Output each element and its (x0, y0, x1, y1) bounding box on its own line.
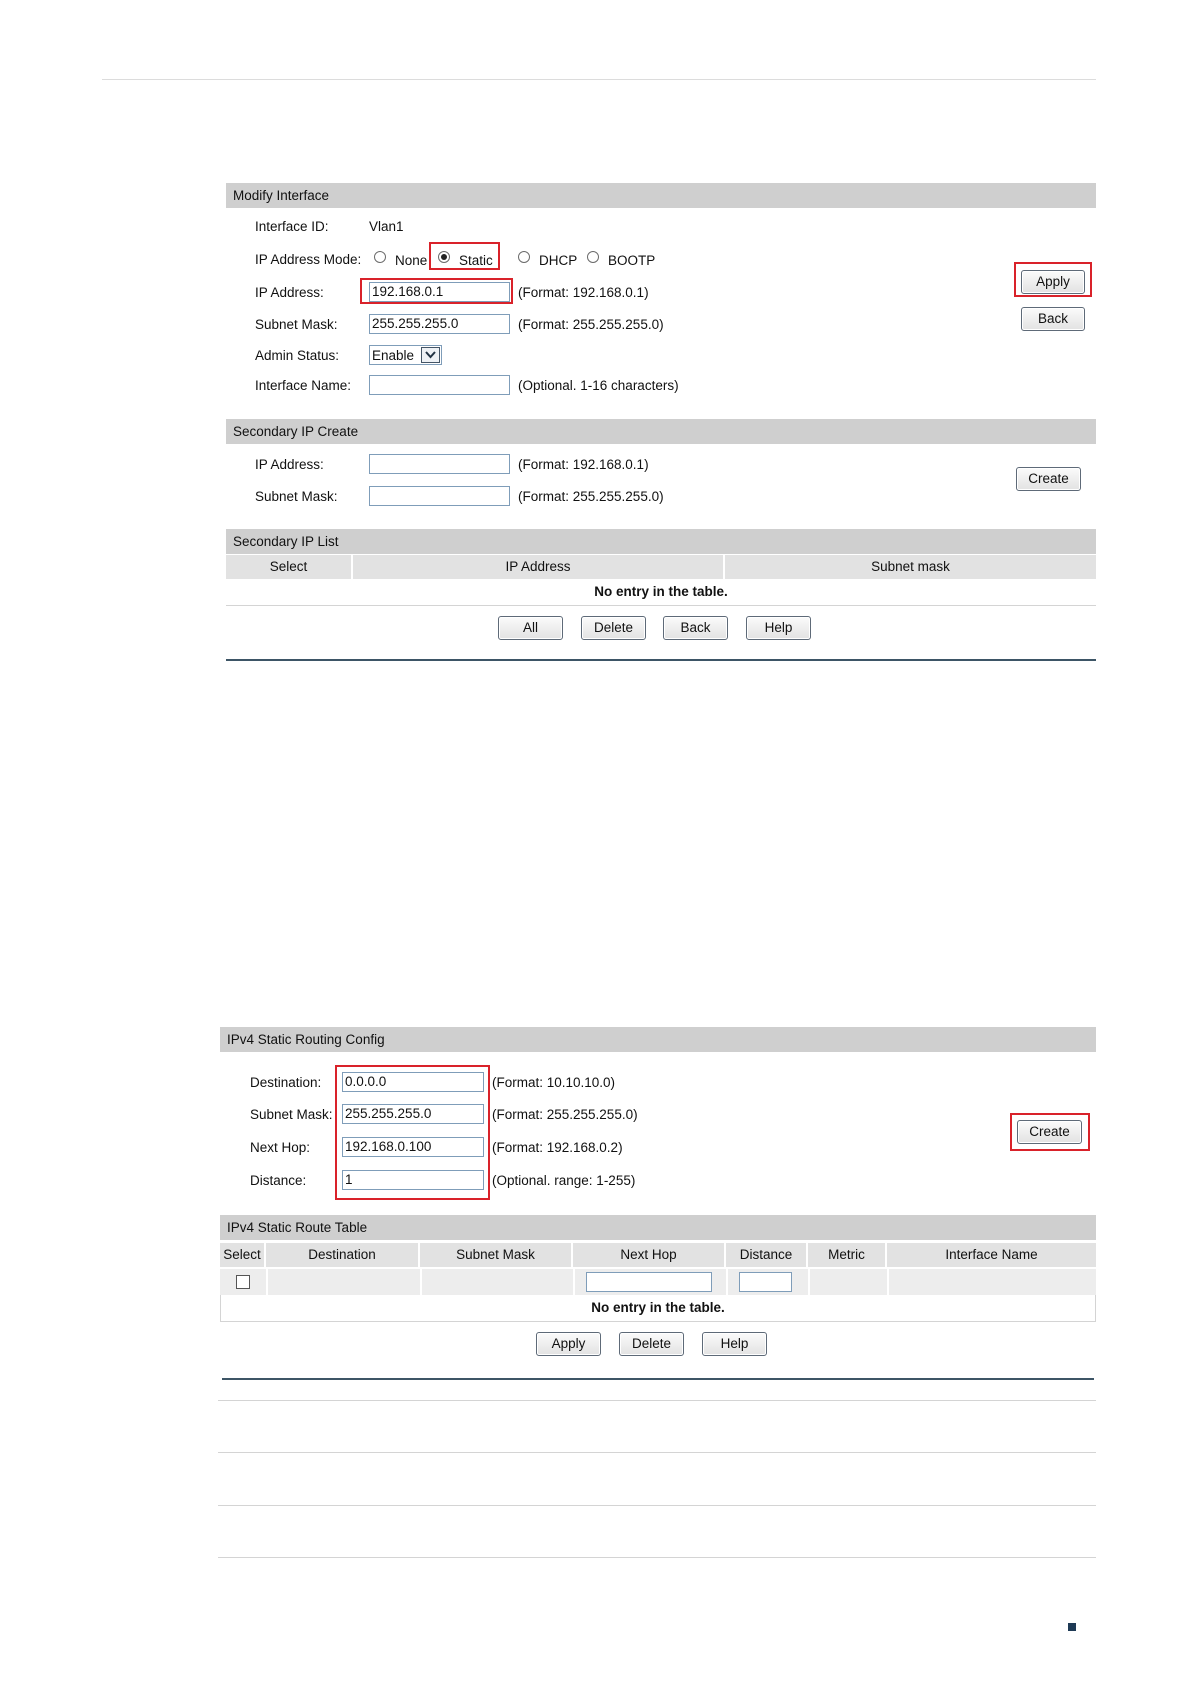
secondary-subnet-mask-label: Subnet Mask: (255, 489, 338, 504)
delete-button[interactable]: Delete (581, 616, 646, 640)
ip-mode-none-label: None (395, 253, 428, 268)
help-button[interactable]: Help (746, 616, 811, 640)
next-hop-hint: (Format: 192.168.0.2) (492, 1140, 623, 1155)
ip-mode-none-radio[interactable] (374, 251, 386, 263)
ip-address-label: IP Address: (255, 285, 324, 300)
route-table-empty: No entry in the table. (591, 1300, 725, 1315)
route-table-left-border (220, 1295, 221, 1321)
ip-address-highlight-box (360, 278, 513, 304)
all-button[interactable]: All (498, 616, 563, 640)
interface-name-hint: (Optional. 1-16 characters) (518, 378, 679, 393)
static-route-table-header: IPv4 Static Route Table (220, 1215, 1096, 1240)
ip-mode-label: IP Address Mode: (255, 252, 362, 267)
filter-row-separator (573, 1269, 575, 1295)
route-subnet-mask-input[interactable]: 255.255.255.0 (342, 1104, 484, 1124)
page-rule (218, 1505, 1096, 1506)
destination-hint: (Format: 10.10.10.0) (492, 1075, 616, 1090)
static-highlight-box (429, 242, 500, 270)
distance-label: Distance: (250, 1173, 307, 1188)
column-header-subnet-mask: Subnet Mask (420, 1243, 573, 1267)
column-header-destination: Destination (266, 1243, 420, 1267)
column-header-interface-name: Interface Name (945, 1247, 1038, 1262)
ip-mode-static-label: Static (459, 253, 493, 268)
interface-name-label: Interface Name: (255, 378, 352, 393)
column-header-distance: Distance (726, 1243, 808, 1267)
interface-id-label: Interface ID: (255, 219, 329, 234)
select-all-checkbox[interactable] (236, 1275, 250, 1289)
secondary-subnet-mask-hint: (Format: 255.255.255.0) (518, 489, 664, 504)
interface-name-input[interactable] (369, 375, 510, 395)
column-header-select: Select (226, 555, 353, 579)
next-hop-label: Next Hop: (250, 1140, 311, 1155)
section-divider-1 (226, 659, 1096, 661)
ip-mode-dhcp-label: DHCP (539, 253, 578, 268)
page-rule (218, 1452, 1096, 1453)
subnet-mask-label: Subnet Mask: (255, 317, 338, 332)
filter-row-separator (420, 1269, 422, 1295)
column-header-next-hop: Next Hop (573, 1243, 726, 1267)
route-subnet-mask-label: Subnet Mask: (250, 1107, 333, 1122)
secondary-ip-list-bottom-border (226, 605, 1096, 606)
route-create-highlight-box (1010, 1113, 1090, 1151)
filter-row-separator (808, 1269, 810, 1295)
column-header-select: Select (220, 1243, 266, 1267)
filter-row-separator (726, 1269, 728, 1295)
route-table-bottom-border (220, 1321, 1096, 1322)
secondary-subnet-mask-input[interactable] (369, 486, 510, 506)
column-header-ip-address: IP Address (353, 555, 725, 579)
route-create-button[interactable]: Create (1017, 1120, 1082, 1144)
route-table-filter-row (220, 1269, 1096, 1295)
distance-hint: (Optional. range: 1-255) (492, 1173, 636, 1188)
secondary-ip-list-header-row (226, 555, 1096, 579)
admin-status-value: Enable (372, 348, 415, 363)
ip-mode-dhcp-radio[interactable] (518, 251, 530, 263)
next-hop-filter-input[interactable] (586, 1272, 712, 1292)
secondary-ip-list-header: Secondary IP List (226, 529, 1096, 554)
page-top-rule (102, 79, 1096, 80)
secondary-ip-address-label: IP Address: (255, 457, 324, 472)
ip-address-input[interactable]: 192.168.0.1 (369, 282, 510, 302)
next-hop-input[interactable]: 192.168.0.100 (342, 1137, 484, 1157)
admin-status-label: Admin Status: (255, 348, 340, 363)
route-apply-button[interactable]: Apply (536, 1332, 601, 1356)
destination-input[interactable]: 0.0.0.0 (342, 1072, 484, 1092)
route-table-right-border (1095, 1295, 1096, 1321)
static-routing-config-header: IPv4 Static Routing Config (220, 1027, 1096, 1052)
modify-interface-header: Modify Interface (226, 183, 1096, 208)
distance-filter-input[interactable] (739, 1272, 792, 1292)
admin-status-select[interactable] (369, 345, 442, 365)
chevron-down-icon[interactable] (421, 347, 440, 363)
ip-mode-bootp-label: BOOTP (608, 253, 656, 268)
subnet-mask-input[interactable]: 255.255.255.0 (369, 314, 510, 334)
route-help-button[interactable]: Help (702, 1332, 767, 1356)
route-delete-button[interactable]: Delete (619, 1332, 684, 1356)
subnet-mask-hint: (Format: 255.255.255.0) (518, 317, 664, 332)
secondary-ip-address-input[interactable] (369, 454, 510, 474)
ip-mode-bootp-radio[interactable] (587, 251, 599, 263)
filter-row-separator (266, 1269, 268, 1295)
list-back-button[interactable]: Back (663, 616, 728, 640)
destination-label: Destination: (250, 1075, 322, 1090)
column-header-metric: Metric (808, 1243, 887, 1267)
secondary-ip-create-header: Secondary IP Create (226, 419, 1096, 444)
secondary-ip-address-hint: (Format: 192.168.0.1) (518, 457, 649, 472)
distance-input[interactable]: 1 (342, 1170, 484, 1190)
route-subnet-mask-hint: (Format: 255.255.255.0) (492, 1107, 638, 1122)
ip-address-hint: (Format: 192.168.0.1) (518, 285, 649, 300)
interface-id-value: Vlan1 (369, 219, 404, 234)
apply-highlight-box (1014, 262, 1092, 297)
page-rule (218, 1557, 1096, 1558)
filter-row-separator (887, 1269, 889, 1295)
apply-button[interactable]: Apply (1021, 270, 1085, 294)
column-header-subnet-mask: Subnet mask (871, 559, 950, 574)
page-rule (218, 1400, 1096, 1401)
page-marker (1068, 1623, 1076, 1631)
section-divider-2 (222, 1378, 1094, 1380)
secondary-ip-list-empty: No entry in the table. (594, 584, 728, 599)
back-button[interactable]: Back (1021, 307, 1085, 331)
route-table-header-row (220, 1243, 1096, 1267)
route-fields-highlight-box (335, 1065, 490, 1200)
secondary-create-button[interactable]: Create (1016, 467, 1081, 491)
